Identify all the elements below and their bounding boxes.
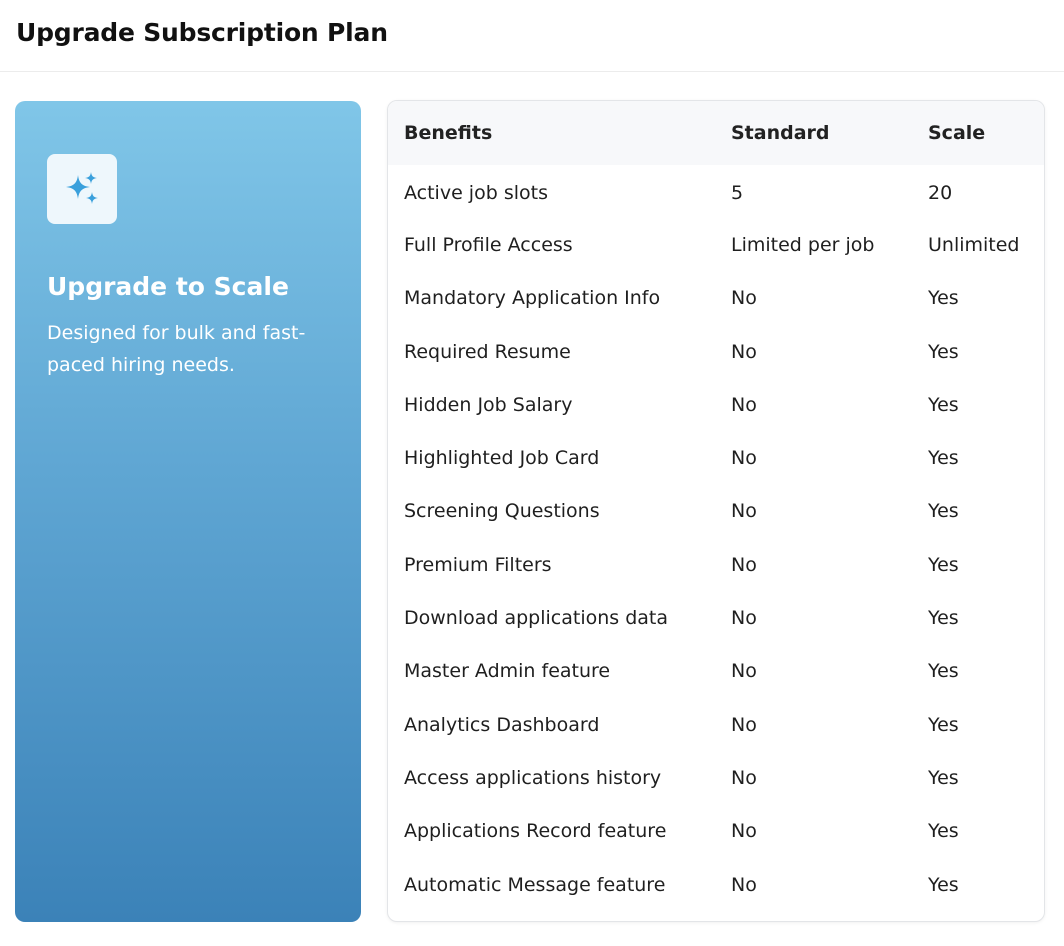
standard-value: Limited per job <box>731 233 875 256</box>
scale-value: 20 <box>928 181 953 204</box>
header-standard: Standard <box>731 122 830 144</box>
table-row <box>388 165 1044 218</box>
page-title: Upgrade Subscription Plan <box>16 18 388 47</box>
standard-value: No <box>731 340 757 363</box>
standard-value: No <box>731 820 757 843</box>
table-row <box>388 431 1044 484</box>
benefit-name: Automatic Message feature <box>404 873 666 896</box>
standard-value: 5 <box>731 181 744 204</box>
scale-value: Yes <box>928 873 959 896</box>
table-row <box>388 378 1044 431</box>
standard-value: No <box>731 447 757 470</box>
scale-value: Yes <box>928 340 959 363</box>
table-row <box>388 805 1044 858</box>
scale-value: Unlimited <box>928 233 1020 256</box>
page-header <box>0 0 1064 72</box>
sparkles-icon <box>47 154 117 224</box>
scale-value: Yes <box>928 766 959 789</box>
standard-value: No <box>731 500 757 523</box>
standard-value: No <box>731 553 757 576</box>
standard-value: No <box>731 713 757 736</box>
benefit-name: Mandatory Application Info <box>404 287 661 310</box>
table-row <box>388 858 1044 911</box>
scale-value: Yes <box>928 447 959 470</box>
benefit-name: Analytics Dashboard <box>404 713 600 736</box>
standard-value: No <box>731 393 757 416</box>
scale-value: Yes <box>928 287 959 310</box>
benefit-name: Full Profile Access <box>404 233 573 256</box>
header-scale: Scale <box>928 122 986 144</box>
table-row <box>388 218 1044 271</box>
scale-value: Yes <box>928 660 959 683</box>
table-row <box>388 325 1044 378</box>
promo-title: Upgrade to Scale <box>47 272 289 301</box>
benefit-name: Premium Filters <box>404 553 552 576</box>
scale-value: Yes <box>928 553 959 576</box>
standard-value: No <box>731 660 757 683</box>
standard-value: No <box>731 607 757 630</box>
benefit-name: Download applications data <box>404 607 669 630</box>
standard-value: No <box>731 287 757 310</box>
benefit-name: Required Resume <box>404 340 571 363</box>
table-row <box>388 272 1044 325</box>
benefit-name: Applications Record feature <box>404 820 667 843</box>
benefit-name: Screening Questions <box>404 500 600 523</box>
upgrade-promo-card <box>15 101 361 922</box>
benefit-name: Highlighted Job Card <box>404 447 600 470</box>
table-row <box>388 538 1044 591</box>
promo-description: Designed for bulk and fast-paced hiring needs. <box>47 322 306 376</box>
scale-value: Yes <box>928 820 959 843</box>
scale-value: Yes <box>928 393 959 416</box>
benefit-name: Master Admin feature <box>404 660 611 683</box>
table-row <box>388 591 1044 644</box>
scale-value: Yes <box>928 500 959 523</box>
scale-value: Yes <box>928 607 959 630</box>
table-row <box>388 485 1044 538</box>
table-row <box>388 645 1044 698</box>
benefit-name: Hidden Job Salary <box>404 393 573 416</box>
standard-value: No <box>731 766 757 789</box>
table-row <box>388 751 1044 804</box>
benefit-name: Access applications history <box>404 766 662 789</box>
scale-value: Yes <box>928 713 959 736</box>
standard-value: No <box>731 873 757 896</box>
table-row <box>388 698 1044 751</box>
table-header-row <box>388 101 1044 165</box>
header-benefits: Benefits <box>404 122 493 144</box>
benefit-name: Active job slots <box>404 181 548 204</box>
benefits-comparison-table <box>387 100 1045 922</box>
